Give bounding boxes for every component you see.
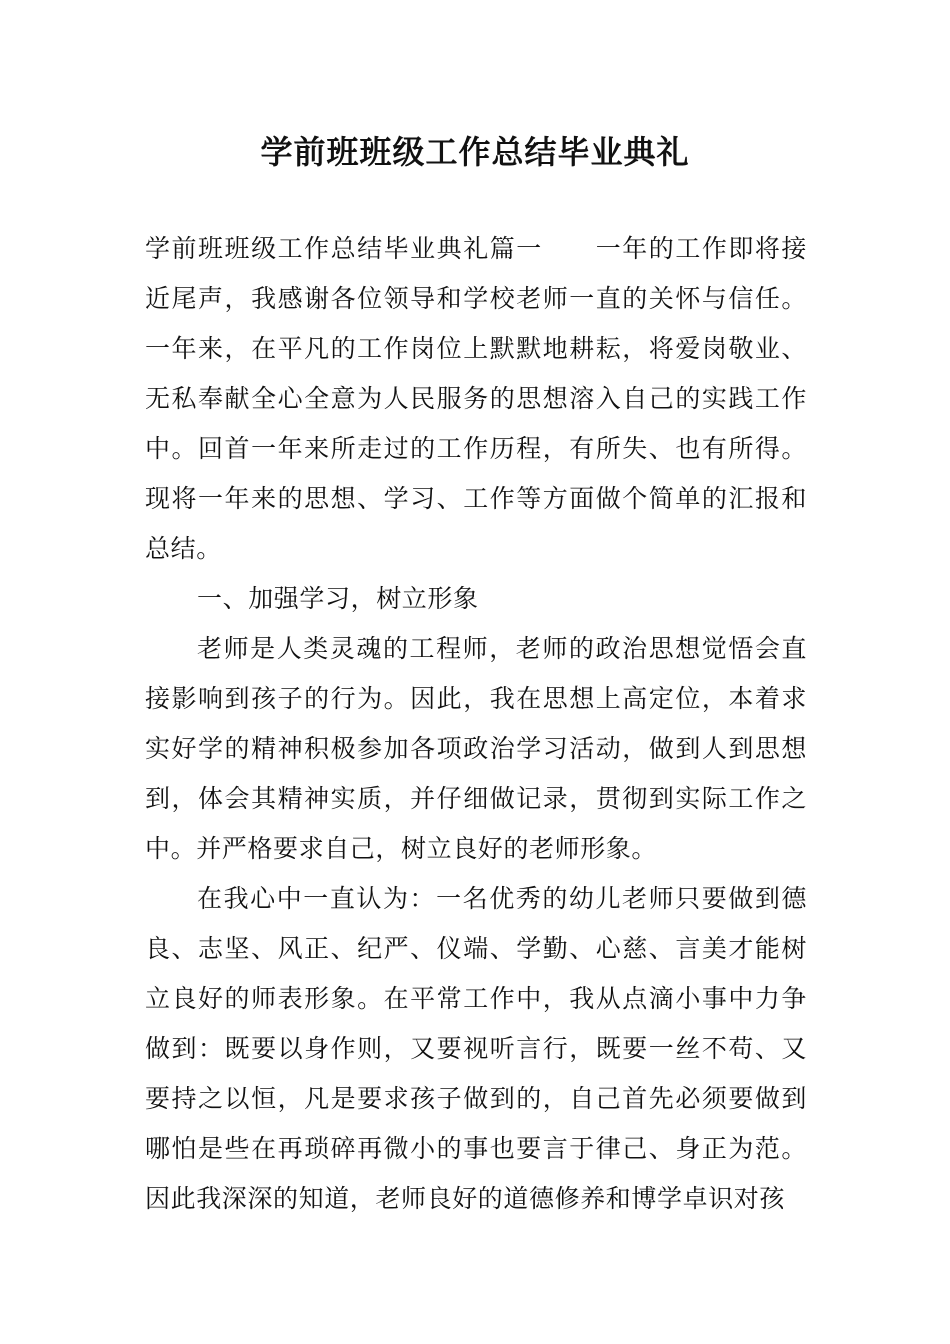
document-body [145,224,807,1224]
section-heading: 一、加强学习，树立形象 [197,584,479,613]
paragraph-intro: 学前班班级工作总结毕业典礼篇一 一年的工作即将接近尾声，我感谢各位领导和学校老师一直的关怀与信任。一年来，在平凡的工作岗位上默默地耕耘，将爱岗敬业、无私奉献全心全意为人民服务的思想溶入自己的实践工作中。回首一年来所走过的工作历程，有所失、也有所得。现将一年来的思想、学习、工作等方面做个简单的汇报和总结。 [145,234,807,563]
paragraph: 老师是人类灵魂的工程师，老师的政治思想觉悟会直接影响到孩子的行为。因此，我在思想上高定位，本着求实好学的精神积极参加各项政治学习活动，做到人到思想到，体会其精神实质，并仔细做记录，贯彻到实际工作之中。并严格要求自己，树立良好的老师形象。 [145,634,807,863]
paragraph: 在我心中一直认为：一名优秀的幼儿老师只要做到德良、志坚、风正、纪严、仪端、学勤、心慈、言美才能树立良好的师表形象。在平常工作中，我从点滴小事中力争做到：既要以身作则，又要视听言行，既要一丝不苟、又要持之以恒，凡是要求孩子做到的，自己首先必须要做到哪怕是些在再琐碎再微小的事也要言于律己、身正为范。因此我深深的知道，老师良好的道德修养和博学卓识对孩 [145,884,807,1213]
document-title: 学前班班级工作总结毕业典礼 [260,133,690,171]
